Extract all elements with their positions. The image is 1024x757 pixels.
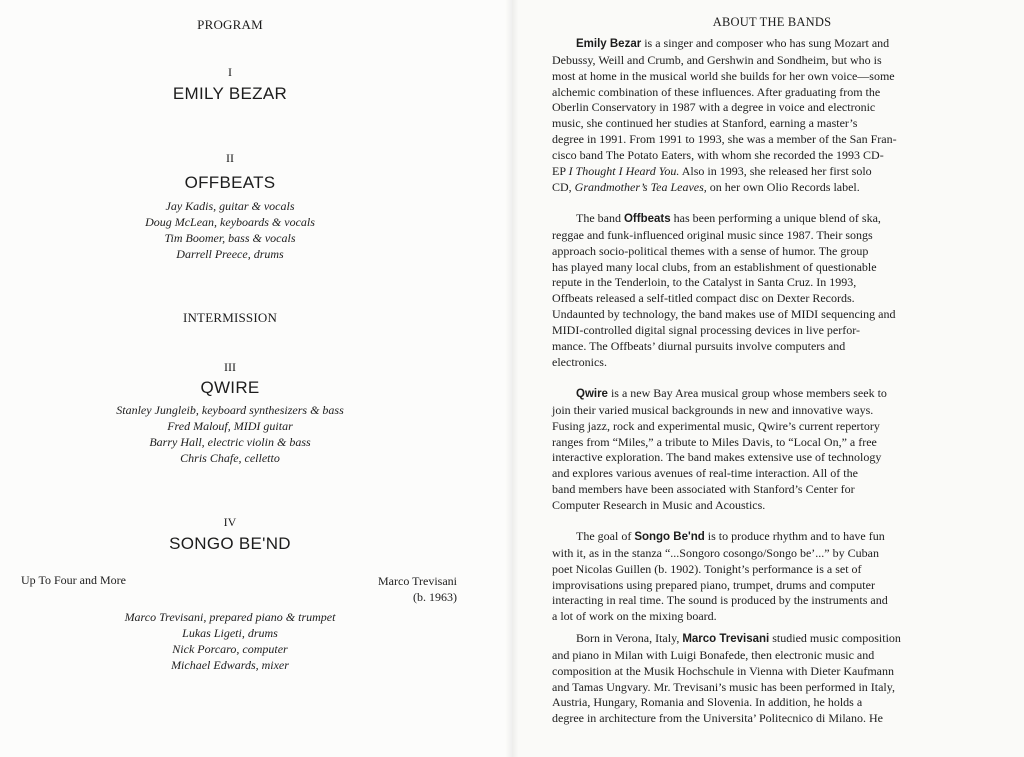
intermission-label: INTERMISSION — [182, 310, 278, 325]
paragraph-first-line — [552, 211, 982, 228]
text-run: CD, — [552, 179, 572, 194]
paragraph-line: with it, as in the stanza “...Songoro cosongo/Songo be’...” by Cuban — [552, 545, 879, 560]
section-4-title: SONGO BE'ND — [169, 534, 291, 553]
composer-dates: (b. 1963) — [413, 590, 457, 604]
paragraph-line: interactive exploration. The band makes extensive use of technology — [552, 450, 882, 465]
composer-name: Marco Trevisani — [682, 633, 770, 645]
paragraph-line — [552, 180, 982, 196]
paragraph-line: repute in the Tenderloin, to the Catalyst in Santa Cruz. In 1993, — [552, 275, 857, 290]
member-line: Jay Kadis, guitar & vocals — [165, 199, 295, 213]
band-name: Qwire — [576, 388, 608, 400]
section-2-title: OFFBEATS — [184, 173, 276, 192]
text-run: is a singer and composer who has sung Mozart and — [644, 36, 890, 50]
paragraph-line: and explores various avenues of real-time interaction. All of the — [552, 466, 858, 481]
paragraph-line: Computer Research in Music and Acoustics. — [552, 497, 766, 512]
piece-title: Up To Four and More — [21, 573, 126, 587]
text-run: is a new Bay Area musical group whose members seek to — [610, 386, 887, 400]
band-name: Offbeats — [623, 213, 671, 225]
paragraph-line: poet Nicolas Guillen (b. 1902). Tonight’s performance is a set of — [552, 561, 862, 576]
text-run: has been performing a unique blend of ska, — [673, 211, 881, 225]
paragraph-line: cisco band The Potato Eaters, with whom she recorded the 1993 CD- — [552, 147, 884, 162]
section-4-members — [0, 609, 460, 673]
paragraph-line: Offbeats released a self-titled compact disc on Dexter Records. — [552, 291, 855, 306]
paragraph-line: reggae and funk-influenced original music since 1987. Their songs — [552, 227, 873, 242]
album-title: Grandmother’s Tea Leaves, — [574, 179, 707, 194]
section-4-numeral: IV — [223, 515, 237, 529]
paragraph-first-line — [552, 529, 982, 546]
paragraph-line: alchemic combination of these influences. After graduating from the — [552, 84, 881, 99]
paragraph-line: most at home in the musical world she builds for her own voice—some — [552, 68, 895, 83]
paragraph-line: electronics. — [552, 354, 607, 369]
paragraph-line: ranges from “Miles,” a tribute to Miles Davis, to “Local On,” a free — [552, 434, 877, 449]
paragraph-line: music, she continued her studies at Stanford, earning a master’s — [552, 116, 858, 131]
paragraph-marco-trevisani — [552, 631, 982, 727]
paragraph-emily-bezar — [552, 36, 982, 195]
text-run: The band — [576, 211, 621, 225]
section-2-members — [0, 198, 460, 262]
member-line: Michael Edwards, mixer — [171, 658, 289, 672]
paragraph-offbeats — [552, 211, 982, 370]
text-run: Also in 1993, she released her first solo — [679, 163, 872, 178]
paragraph-line: interacting in real time. The sound is produced by the instruments and — [552, 593, 888, 608]
paragraph-line: Debussy, Weill and Crumb, and Gershwin and Sondheim, but who is — [552, 52, 882, 67]
paragraph-line: and Tamas Ungvary. Mr. Trevisani’s music has been performed in Italy, — [552, 679, 895, 694]
paragraph-line: approach socio-political themes with a sense of humor. The group — [552, 243, 869, 258]
paragraph-line: Fusing jazz, rock and experimental music, Qwire’s current repertory — [552, 418, 880, 433]
text-run: Born in Verona, Italy, — [576, 631, 680, 645]
paragraph-line — [552, 164, 982, 180]
paragraph-line: Undaunted by technology, the band makes use of MIDI sequencing and — [552, 307, 896, 322]
paragraph-first-line — [552, 386, 982, 403]
paragraph-line: composition at the Musik Hochschule in Vienna with Dieter Kaufmann — [552, 663, 894, 678]
album-title: I Thought I Heard You. — [568, 163, 680, 178]
member-line: Stanley Jungleib, keyboard synthesizers & bass — [116, 403, 344, 417]
band-name: Emily Bezar — [576, 38, 642, 50]
section-2-numeral: II — [226, 151, 234, 165]
paragraph-line: improvisations using prepared piano, trumpet, drums and computer — [552, 577, 875, 592]
member-line: Fred Malouf, MIDI guitar — [167, 419, 293, 433]
member-line: Tim Boomer, bass & vocals — [164, 231, 296, 245]
text-run: The goal of — [576, 529, 632, 543]
member-line: Nick Porcaro, computer — [172, 642, 288, 656]
member-line: Darrell Preece, drums — [176, 247, 284, 261]
program-heading: PROGRAM — [197, 17, 263, 32]
composer-credit — [300, 573, 457, 605]
book-gutter — [505, 0, 519, 757]
paragraph-line: degree in 1991. From 1991 to 1993, she was a member of the San Fran- — [552, 132, 897, 147]
paragraph-line: Austria, Hungary, Romania and Slovenia. In addition, he holds a — [552, 695, 863, 710]
paragraph-first-line — [552, 631, 982, 648]
section-1-numeral: I — [228, 65, 232, 79]
paragraph-qwire — [552, 386, 982, 514]
about-heading: ABOUT THE BANDS — [712, 15, 832, 29]
paragraph-line: Oberlin Conservatory in 1987 with a degree in voice and electronic — [552, 100, 876, 115]
text-run: on her own Olio Records label. — [709, 179, 860, 194]
member-line: Marco Trevisani, prepared piano & trumpet — [124, 610, 336, 624]
paragraph-line: mance. The Offbeats’ diurnal pursuits involve computers and — [552, 338, 846, 353]
band-name: Songo Be'nd — [634, 531, 705, 543]
section-3-members — [0, 402, 460, 466]
paragraph-line: and piano in Milan with Luigi Bonafede, then electronic music and — [552, 647, 875, 662]
section-3-title: QWIRE — [200, 378, 260, 397]
text-run: EP — [552, 163, 566, 178]
paragraph-line: has played many local clubs, from an establishment of questionable — [552, 259, 877, 274]
composer-name: Marco Trevisani — [378, 574, 457, 588]
paragraph-line: MIDI-controlled digital signal processing devices in live perfor- — [552, 322, 861, 337]
text-run: is to produce rhythm and to have fun — [707, 529, 885, 543]
text-run: studied music composition — [772, 631, 901, 645]
member-line: Barry Hall, electric violin & bass — [149, 435, 311, 449]
paragraph-line: degree in architecture from the Universita’ Politecnico di Milano. He — [552, 711, 883, 726]
paragraph-line: band members have been associated with Stanford’s Center for — [552, 482, 855, 497]
section-3-numeral: III — [224, 360, 236, 374]
member-line: Lukas Ligeti, drums — [182, 626, 278, 640]
paragraph-first-line — [552, 36, 982, 53]
paragraph-line: a lot of work on the mixing board. — [552, 609, 717, 624]
paragraph-songo-bend — [552, 529, 982, 625]
section-1-title: EMILY BEZAR — [172, 84, 288, 103]
paragraph-line: join their varied musical backgrounds in new and innovative ways. — [552, 402, 874, 417]
member-line: Chris Chafe, celletto — [180, 451, 280, 465]
member-line: Doug McLean, keyboards & vocals — [145, 215, 315, 229]
